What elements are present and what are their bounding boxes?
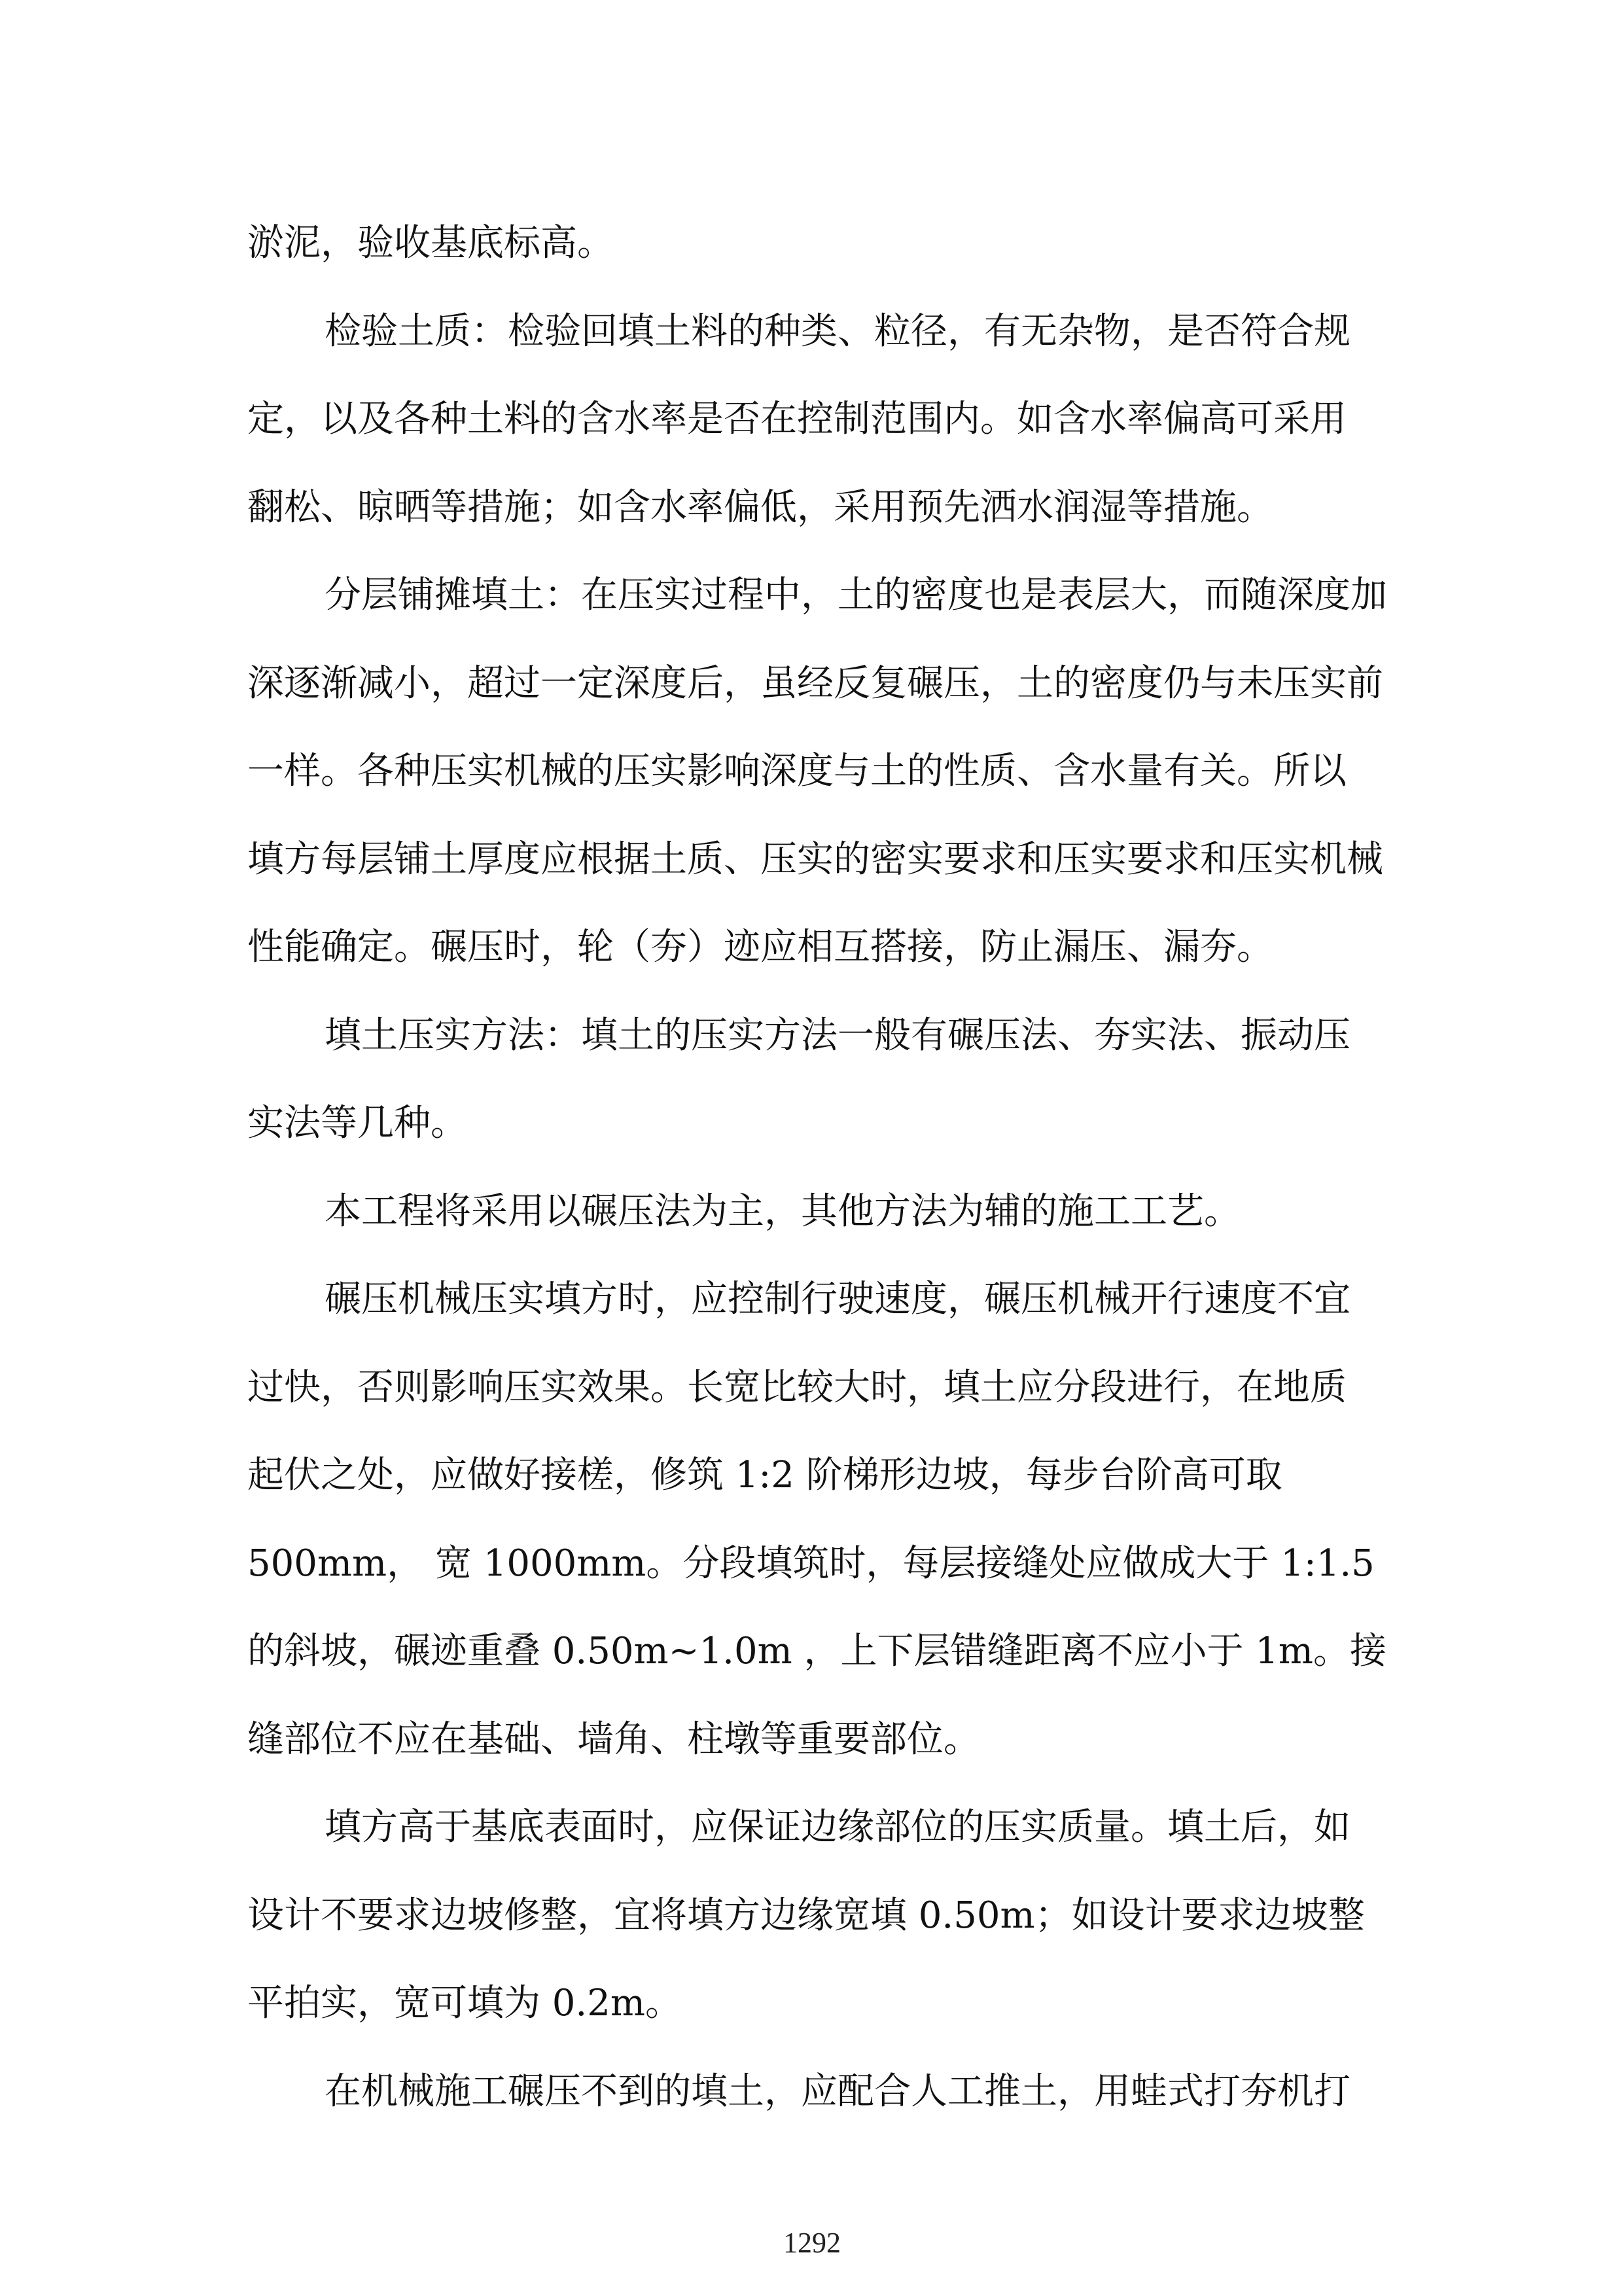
text-line: 淤泥，验收基底标高。 bbox=[247, 222, 614, 264]
paragraph-first-line: 本工程将采用以碾压法为主，其他方法为辅的施工工艺。 bbox=[325, 1190, 1241, 1233]
document-body bbox=[247, 200, 1399, 2136]
text-line: 深逐渐减小，超过一定深度后，虽经反复碾压，土的密度仍与未压实前 bbox=[247, 662, 1383, 705]
paragraph-first-line: 填方高于基底表面时，应保证边缘部位的压实质量。填土后，如 bbox=[325, 1806, 1350, 1848]
text-line: 设计不要求边坡修整，宜将填方边缘宽填 0.50m；如设计要求边坡整 bbox=[247, 1894, 1365, 1937]
paragraph-first-line: 在机械施工碾压不到的填土，应配合人工推土，用蛙式打夯机打 bbox=[325, 2070, 1350, 2113]
text-line: 一样。各种压实机械的压实影响深度与土的性质、含水量有关。所以 bbox=[247, 750, 1347, 792]
text-line: 性能确定。碾压时，轮（夯）迹应相互搭接，防止漏压、漏夯。 bbox=[247, 926, 1273, 968]
text-line: 定，以及各种土料的含水率是否在控制范围内。如含水率偏高可采用 bbox=[247, 398, 1347, 440]
text-line: 平拍实，宽可填为 0.2m。 bbox=[247, 1982, 682, 2024]
text-line: 翻松、晾晒等措施；如含水率偏低，采用预先洒水润湿等措施。 bbox=[247, 486, 1273, 529]
paragraph-first-line: 填土压实方法：填土的压实方法一般有碾压法、夯实法、振动压 bbox=[325, 1014, 1350, 1057]
paragraph-first-line: 检验土质：检验回填土料的种类、粒径，有无杂物，是否符合规 bbox=[325, 309, 1350, 353]
text-line: 的斜坡，碾迹重叠 0.50m~1.0m ，上下层错缝距离不应小于 1m。接 bbox=[247, 1630, 1387, 1672]
paragraph-first-line: 碾压机械压实填方时，应控制行驶速度，碾压机械开行速度不宜 bbox=[325, 1278, 1350, 1320]
text-line: 填方每层铺土厚度应根据土质、压实的密实要求和压实要求和压实机械 bbox=[247, 838, 1383, 881]
paragraph-first-line: 分层铺摊填土：在压实过程中，土的密度也是表层大，而随深度加 bbox=[325, 574, 1387, 616]
page-number: 1292 bbox=[783, 2227, 841, 2259]
text-line: 缝部位不应在基础、墙角、柱墩等重要部位。 bbox=[247, 1718, 980, 1761]
text-line: 过快，否则影响压实效果。长宽比较大时，填土应分段进行，在地质 bbox=[247, 1366, 1347, 1409]
text-line: 实法等几种。 bbox=[247, 1102, 467, 1144]
text-line: 起伏之处，应做好接槎，修筑 1:2 阶梯形边坡，每步台阶高可取 bbox=[247, 1454, 1282, 1496]
text-line: 500mm， 宽 1000mm。分段填筑时，每层接缝处应做成大于 1:1.5 bbox=[247, 1542, 1375, 1585]
